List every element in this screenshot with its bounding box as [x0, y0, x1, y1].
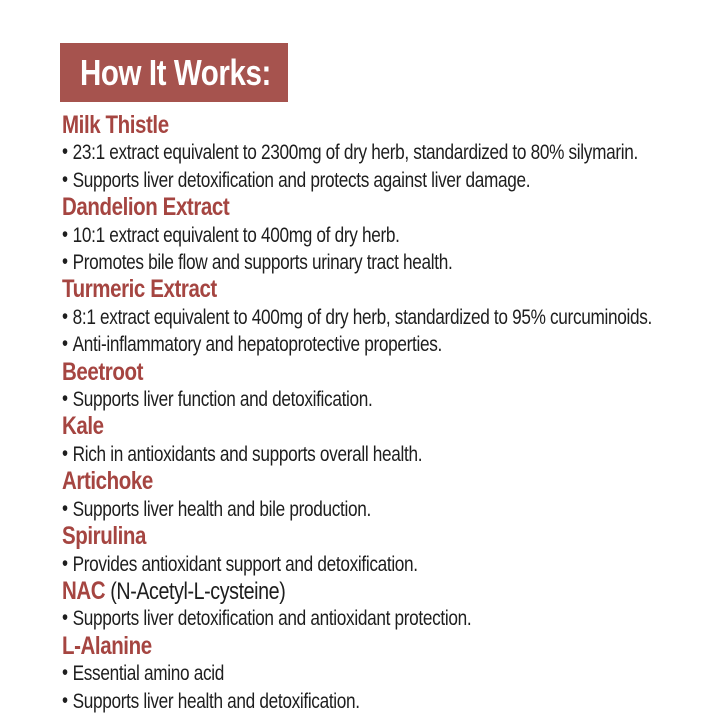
- ingredient-name: Artichoke: [62, 467, 153, 496]
- ingredient-heading: [62, 468, 712, 495]
- bullet-point: [62, 551, 712, 578]
- bullet-point: [62, 249, 712, 276]
- bullet-text: Supports liver detoxification and protects against liver damage.: [72, 168, 531, 192]
- bullet-point: [62, 660, 712, 687]
- bullet-point: [62, 605, 712, 632]
- bullet-point: [62, 331, 712, 358]
- bullet-icon: •: [62, 496, 68, 520]
- bullet-text: Supports liver health and detoxification.: [72, 689, 360, 713]
- ingredient-heading: [62, 276, 712, 303]
- bullet-text: 23:1 extract equivalent to 2300mg of dry herb, standardized to 80% silymarin.: [72, 141, 638, 165]
- ingredient-section: [62, 276, 712, 358]
- ingredient-section: [62, 413, 712, 468]
- ingredient-section: [62, 633, 712, 715]
- ingredient-list: [62, 112, 712, 715]
- bullet-point: [62, 167, 712, 194]
- ingredient-heading: [62, 633, 712, 660]
- ingredient-heading: [62, 413, 712, 440]
- ingredient-section: [62, 468, 712, 523]
- ingredient-heading: [62, 194, 712, 221]
- bullet-text: Provides antioxidant support and detoxification.: [72, 552, 418, 576]
- ingredient-name: Dandelion Extract: [62, 193, 230, 222]
- ingredient-heading: [62, 112, 712, 139]
- bullet-point: [62, 222, 712, 249]
- bullet-text: Supports liver detoxification and antioxidant protection.: [72, 607, 472, 631]
- ingredient-name: Turmeric Extract: [62, 275, 217, 304]
- bullet-icon: •: [62, 688, 68, 712]
- ingredient-note: (N-Acetyl-L-cysteine): [105, 577, 286, 605]
- bullet-point: [62, 441, 712, 468]
- bullet-icon: •: [62, 140, 68, 164]
- bullet-icon: •: [62, 304, 68, 328]
- bullet-text: Rich in antioxidants and supports overall health.: [72, 442, 423, 466]
- bullet-point: [62, 386, 712, 413]
- bullet-icon: •: [62, 441, 68, 465]
- bullet-icon: •: [62, 661, 68, 685]
- bullet-text: Supports liver function and detoxification.: [72, 388, 373, 412]
- bullet-icon: •: [62, 250, 68, 274]
- bullet-point: [62, 496, 712, 523]
- ingredient-section: [62, 359, 712, 414]
- bullet-point: [62, 139, 712, 166]
- ingredient-section: [62, 523, 712, 578]
- ingredient-name: Spirulina: [62, 522, 147, 551]
- ingredient-heading: [62, 523, 712, 550]
- bullet-icon: •: [62, 551, 68, 575]
- ingredient-heading: [62, 578, 712, 605]
- page-title: How It Works:: [80, 51, 271, 93]
- bullet-text: Anti-inflammatory and hepatoprotective properties.: [72, 333, 442, 357]
- bullet-icon: •: [62, 167, 68, 191]
- bullet-icon: •: [62, 222, 68, 246]
- ingredient-section: [62, 112, 712, 194]
- bullet-text: Essential amino acid: [72, 662, 225, 686]
- bullet-icon: •: [62, 387, 68, 411]
- ingredient-name: NAC: [62, 576, 106, 605]
- ingredient-name: L-Alanine: [62, 631, 152, 660]
- bullet-text: 8:1 extract equivalent to 400mg of dry herb, standardized to 95% curcuminoids.: [72, 305, 653, 329]
- bullet-point: [62, 304, 712, 331]
- bullet-point: [62, 688, 712, 715]
- bullet-icon: •: [62, 332, 68, 356]
- bullet-icon: •: [62, 606, 68, 630]
- ingredient-heading: [62, 359, 712, 386]
- section-header-banner: [60, 43, 288, 102]
- ingredient-name: Milk Thistle: [62, 111, 169, 139]
- bullet-text: 10:1 extract equivalent to 400mg of dry herb.: [72, 223, 400, 247]
- ingredient-name: Kale: [62, 412, 104, 441]
- ingredient-name: Beetroot: [62, 357, 144, 386]
- ingredient-section: [62, 194, 712, 276]
- ingredient-section: [62, 578, 712, 633]
- bullet-text: Promotes bile flow and supports urinary tract health.: [72, 251, 453, 275]
- bullet-text: Supports liver health and bile production.: [72, 497, 371, 521]
